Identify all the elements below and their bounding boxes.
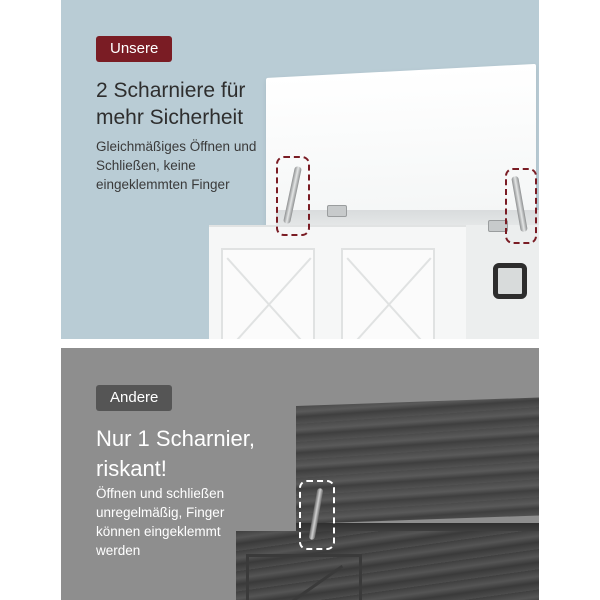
headline-others: Nur 1 Scharnier, riskant! [96,426,255,481]
comparison-panel-others [61,348,539,600]
dark-chest-front-panel [246,554,362,600]
badge-others: Andere [96,385,172,411]
headline-ours: 2 Scharniere für mehr Sicherheit [96,79,246,129]
white-chest-front-panel [221,248,315,339]
white-chest-front-panel [341,248,435,339]
description-others: Öffnen und schließen unregelmäßig, Finger können eingeklemmt werden [96,486,225,558]
hinge-plate [327,205,347,217]
description-ours: Gleichmäßiges Öffnen und Schließen, keine eingeklemmten Finger [96,139,257,192]
hinge-highlight [299,480,335,550]
badge-ours: Unsere [96,36,172,62]
comparison-panel-ours [61,0,539,339]
hinge-highlight [505,168,537,244]
handle-icon [493,263,527,299]
